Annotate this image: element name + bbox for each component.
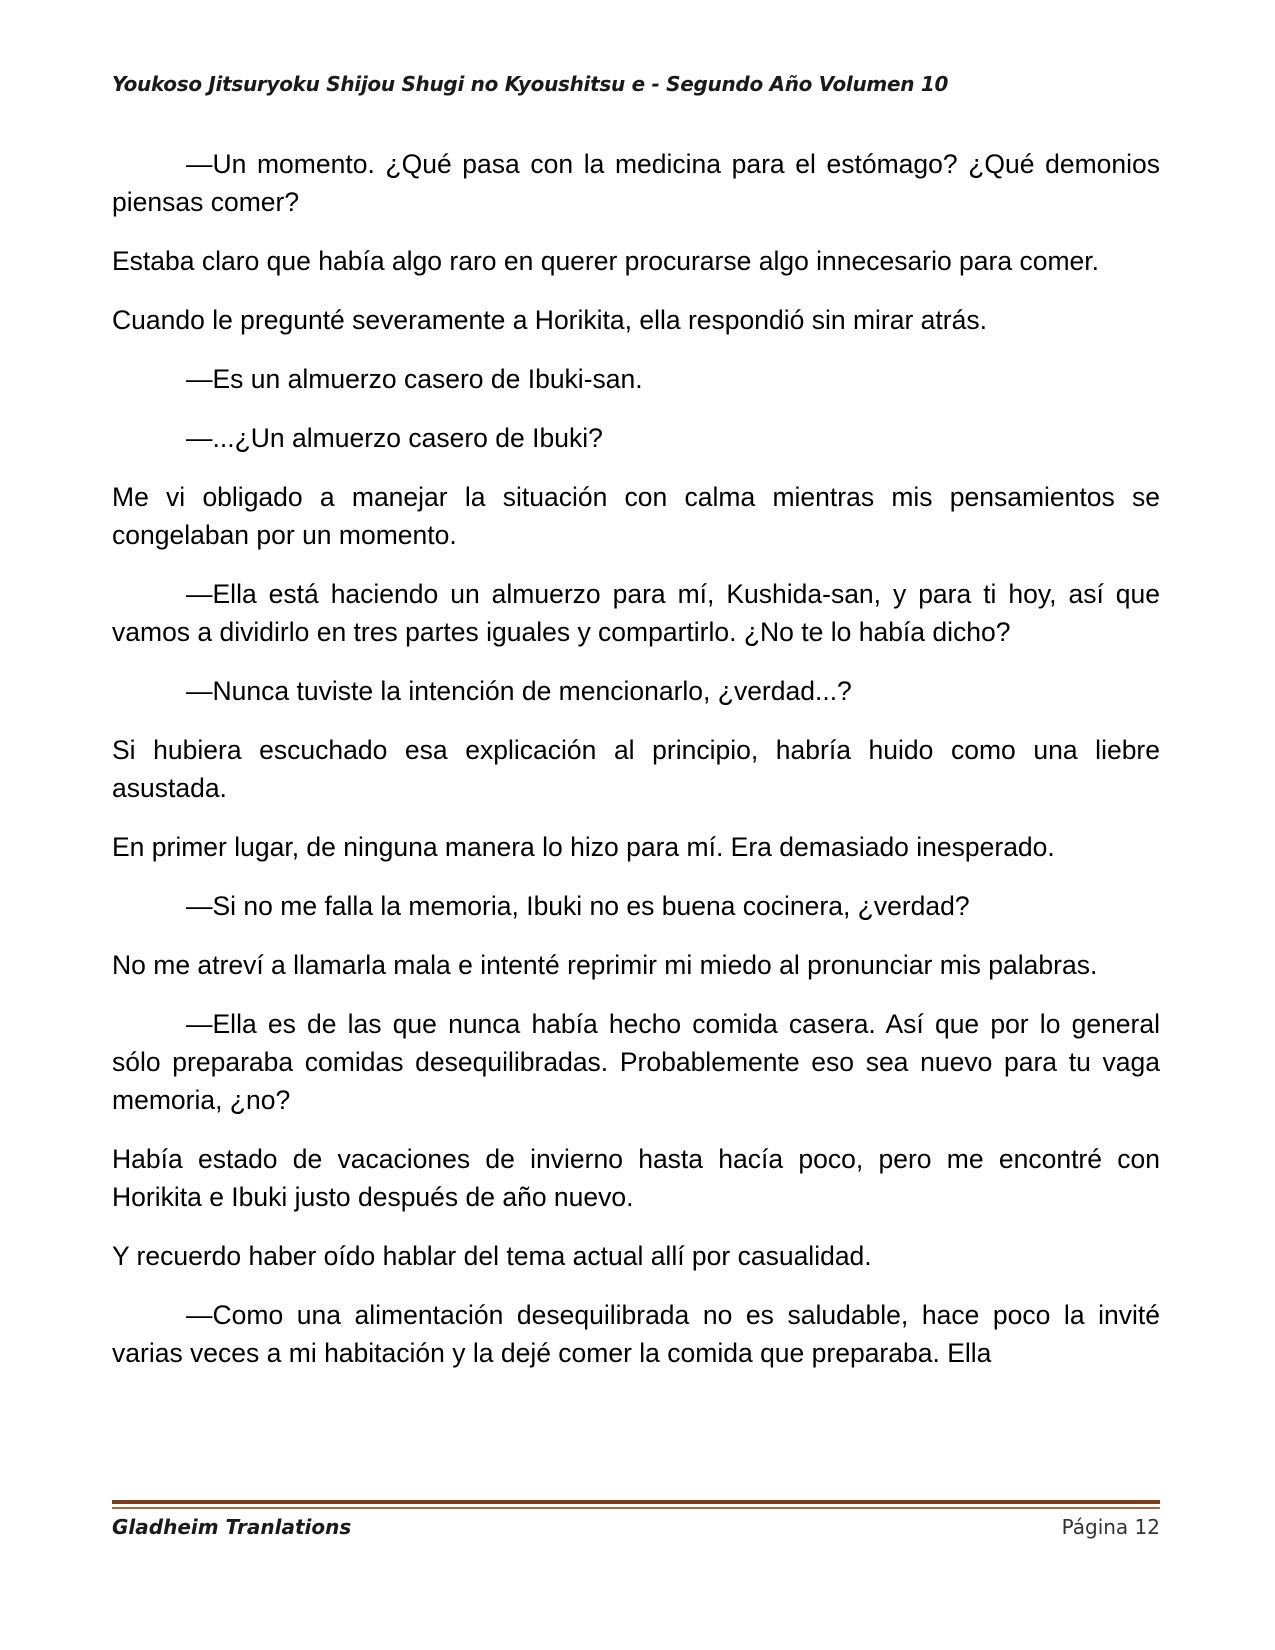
page-number: Página 12 (1061, 1515, 1160, 1539)
footer-credit: Gladheim Tranlations (112, 1515, 352, 1539)
paragraph: Estaba claro que había algo raro en querer procurarse algo innecesario para comer. (112, 246, 1099, 276)
paragraph: Me vi obligado a manejar la situación con calma mientras mis pensamientos se congelaban por un momento. (112, 482, 1160, 550)
page-body (112, 145, 1160, 1393)
paragraph: En primer lugar, de ninguna manera lo hizo para mí. Era demasiado inesperado. (112, 832, 1055, 862)
paragraph: Si hubiera escuchado esa explicación al principio, habría huido como una liebre asustada. (112, 735, 1160, 803)
paragraph: No me atreví a llamarla mala e intenté reprimir mi miedo al pronunciar mis palabras. (112, 950, 1098, 980)
running-header: Youkoso Jitsuryoku Shijou Shugi no Kyoushitsu e - Segundo Año Volumen 10 (112, 72, 949, 96)
paragraph: —...¿Un almuerzo casero de Ibuki? (186, 423, 603, 453)
paragraph: Y recuerdo haber oído hablar del tema actual allí por casualidad. (112, 1241, 872, 1271)
paragraph: —Nunca tuviste la intención de mencionarlo, ¿verdad...? (186, 676, 852, 706)
paragraph: —Como una alimentación desequilibrada no es saludable, hace poco la invité varias veces a mi habitación y la dejé comer la comida que preparaba. Ella (112, 1300, 1160, 1368)
paragraph: —Un momento. ¿Qué pasa con la medicina para el estómago? ¿Qué demonios piensas comer? (112, 149, 1160, 217)
footer-divider (112, 1500, 1160, 1504)
paragraph: —Si no me falla la memoria, Ibuki no es buena cocinera, ¿verdad? (186, 891, 970, 921)
paragraph: Cuando le pregunté severamente a Horikita, ella respondió sin mirar atrás. (112, 305, 987, 335)
paragraph: —Ella es de las que nunca había hecho comida casera. Así que por lo general sólo preparaba comidas desequilibradas. Probablemente eso sea nuevo para tu vaga memoria, ¿no? (112, 1009, 1160, 1115)
footer-divider-thin (112, 1507, 1160, 1509)
paragraph: —Ella está haciendo un almuerzo para mí, Kushida-san, y para ti hoy, así que vamos a dividirlo en tres partes iguales y compartirlo. ¿No te lo había dicho? (112, 579, 1160, 647)
paragraph: —Es un almuerzo casero de Ibuki-san. (186, 364, 643, 394)
paragraph: Había estado de vacaciones de invierno hasta hacía poco, pero me encontré con Horikita e Ibuki justo después de año nuevo. (112, 1144, 1160, 1212)
